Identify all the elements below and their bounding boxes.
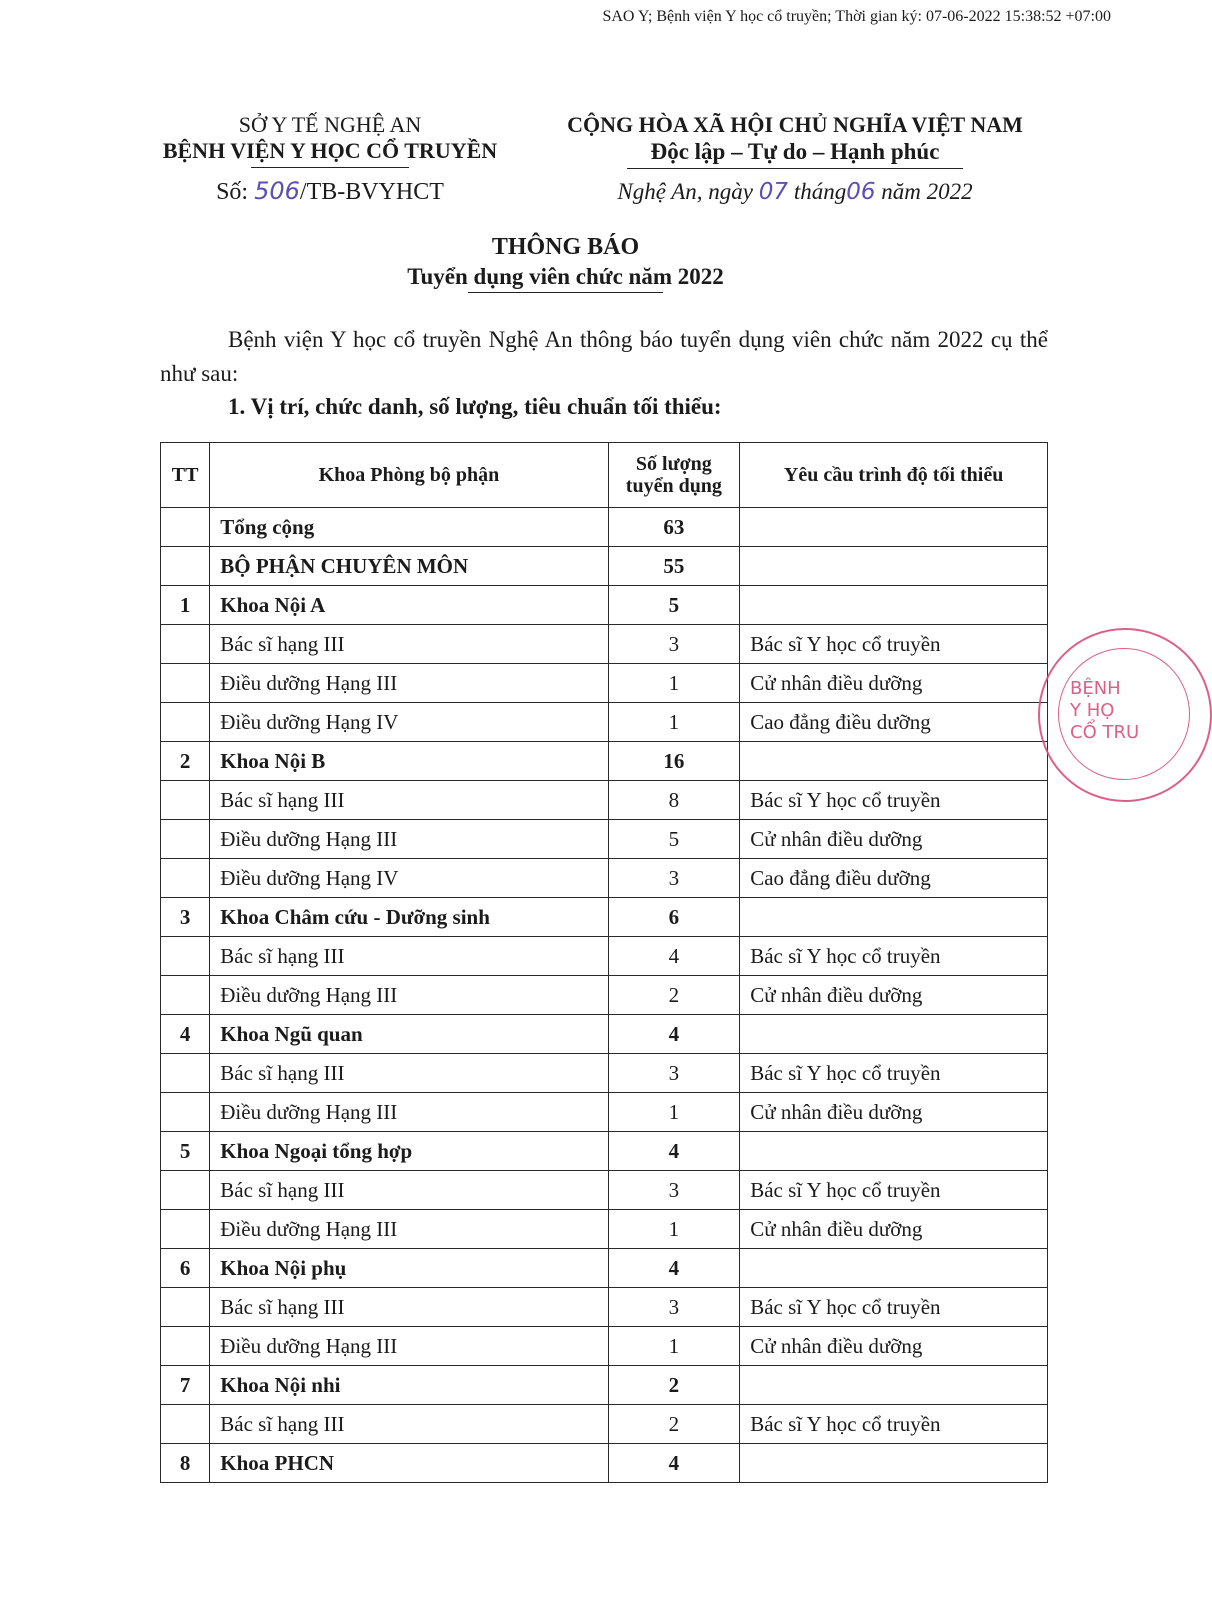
cell-department: Khoa Nội B — [210, 742, 608, 781]
cell-requirement: Bác sĩ Y học cổ truyền — [740, 937, 1048, 976]
stamp-text-line2: Y HỌ — [1070, 700, 1115, 721]
section-heading: 1. Vị trí, chức danh, số lượng, tiêu chuẩn tối thiểu: — [228, 394, 722, 419]
cell-tt — [161, 820, 210, 859]
table-row — [161, 859, 1048, 898]
issuing-authority-header — [120, 112, 540, 207]
cell-quantity: 5 — [608, 586, 740, 625]
cell-department: Điều dưỡng Hạng III — [210, 820, 608, 859]
cell-tt — [161, 508, 210, 547]
cell-tt — [161, 1054, 210, 1093]
cell-department: Khoa Châm cứu - Dưỡng sinh — [210, 898, 608, 937]
cell-quantity: 1 — [608, 1210, 740, 1249]
cell-requirement: Cử nhân điều dưỡng — [740, 1327, 1048, 1366]
digital-signature-line: SAO Y; Bệnh viện Y học cổ truyền; Thời gian ký: 07-06-2022 15:38:52 +07:00 — [602, 8, 1111, 25]
cell-tt: 6 — [161, 1249, 210, 1288]
cell-department: Điều dưỡng Hạng III — [210, 1327, 608, 1366]
cell-department: BỘ PHẬN CHUYÊN MÔN — [210, 547, 608, 586]
cell-quantity: 5 — [608, 820, 740, 859]
hospital-name-underline — [251, 167, 409, 168]
cell-tt: 1 — [161, 586, 210, 625]
cell-quantity: 2 — [608, 1366, 740, 1405]
cell-requirement — [740, 1444, 1048, 1483]
title-line-1: THÔNG BÁO — [491, 234, 640, 260]
cell-department: Khoa Ngũ quan — [210, 1015, 608, 1054]
cell-requirement — [740, 1249, 1048, 1288]
cell-requirement — [740, 1132, 1048, 1171]
cell-department: Bác sĩ hạng III — [210, 781, 608, 820]
cell-quantity: 1 — [608, 703, 740, 742]
intro-paragraph: Bệnh viện Y học cổ truyền Nghệ An thông báo tuyển dụng viên chức năm 2022 cụ thể như sau: — [160, 327, 1048, 386]
cell-department: Bác sĩ hạng III — [210, 937, 608, 976]
cell-requirement: Cao đẳng điều dưỡng — [740, 703, 1048, 742]
table-row — [161, 1210, 1048, 1249]
cell-requirement: Cử nhân điều dưỡng — [740, 664, 1048, 703]
cell-department: Bác sĩ hạng III — [210, 1288, 608, 1327]
cell-department: Khoa Ngoại tổng hợp — [210, 1132, 608, 1171]
cell-tt: 4 — [161, 1015, 210, 1054]
cell-department: Khoa Nội nhi — [210, 1366, 608, 1405]
recruitment-table — [160, 442, 1048, 1483]
cell-department: Điều dưỡng Hạng IV — [210, 703, 608, 742]
hospital-name: BỆNH VIỆN Y HỌC CỔ TRUYỀN — [162, 138, 498, 163]
cell-department: Điều dưỡng Hạng IV — [210, 859, 608, 898]
cell-department: Khoa Nội A — [210, 586, 608, 625]
stamp-text — [1070, 678, 1139, 744]
document-date — [545, 177, 1045, 207]
table-row — [161, 1249, 1048, 1288]
cell-tt — [161, 1171, 210, 1210]
cell-requirement: Cao đẳng điều dưỡng — [740, 859, 1048, 898]
cell-quantity: 4 — [608, 1444, 740, 1483]
cell-quantity: 1 — [608, 1327, 740, 1366]
cell-tt — [161, 1210, 210, 1249]
header-quantity-line1: Số lượng — [635, 453, 712, 475]
cell-tt — [161, 703, 210, 742]
header-quantity-line2: tuyển dụng — [625, 475, 722, 497]
official-seal-stamp — [1038, 628, 1212, 802]
date-day-handwritten: 07 — [758, 179, 789, 205]
cell-tt — [161, 937, 210, 976]
table-row — [161, 1444, 1048, 1483]
table-row — [161, 1366, 1048, 1405]
cell-requirement: Cử nhân điều dưỡng — [740, 1093, 1048, 1132]
cell-quantity: 16 — [608, 742, 740, 781]
cell-department: Điều dưỡng Hạng III — [210, 976, 608, 1015]
date-year: năm 2022 — [881, 179, 973, 204]
table-row — [161, 937, 1048, 976]
cell-requirement — [740, 1366, 1048, 1405]
date-month-label: tháng — [793, 179, 847, 204]
table-row — [161, 664, 1048, 703]
cell-requirement — [740, 508, 1048, 547]
cell-quantity: 8 — [608, 781, 740, 820]
cell-department: Điều dưỡng Hạng III — [210, 664, 608, 703]
header-department: Khoa Phòng bộ phận — [210, 443, 608, 508]
cell-department: Điều dưỡng Hạng III — [210, 1210, 608, 1249]
cell-requirement — [740, 898, 1048, 937]
document-title — [0, 232, 1131, 293]
cell-requirement: Cử nhân điều dưỡng — [740, 820, 1048, 859]
title-line-2: Tuyển dụng viên chức năm 2022 — [407, 264, 724, 289]
cell-requirement: Bác sĩ Y học cổ truyền — [740, 1288, 1048, 1327]
date-month-handwritten: 06 — [846, 179, 876, 205]
table-row — [161, 1405, 1048, 1444]
cell-quantity: 2 — [608, 1405, 740, 1444]
table-row — [161, 586, 1048, 625]
cell-tt: 5 — [161, 1132, 210, 1171]
table-row — [161, 547, 1048, 586]
cell-tt: 3 — [161, 898, 210, 937]
table-row — [161, 703, 1048, 742]
cell-department: Tổng cộng — [210, 508, 608, 547]
cell-quantity: 4 — [608, 937, 740, 976]
header-tt: TT — [161, 443, 210, 508]
cell-tt — [161, 1405, 210, 1444]
date-prefix: Nghệ An, ngày — [617, 179, 754, 204]
cell-quantity: 3 — [608, 625, 740, 664]
cell-quantity: 3 — [608, 859, 740, 898]
cell-quantity: 3 — [608, 1288, 740, 1327]
cell-department: Bác sĩ hạng III — [210, 625, 608, 664]
cell-requirement: Cử nhân điều dưỡng — [740, 976, 1048, 1015]
document-number-handwritten: 506 — [254, 177, 300, 205]
country-name: CỘNG HÒA XÃ HỘI CHỦ NGHĨA VIỆT NAM — [567, 112, 1023, 137]
cell-requirement — [740, 586, 1048, 625]
national-motto-underline — [627, 168, 963, 169]
document-number — [120, 176, 540, 207]
cell-quantity: 1 — [608, 664, 740, 703]
title-underline — [468, 292, 663, 293]
department-name: SỞ Y TẾ NGHỆ AN — [238, 112, 422, 137]
cell-requirement: Bác sĩ Y học cổ truyền — [740, 781, 1048, 820]
cell-requirement — [740, 1015, 1048, 1054]
cell-tt — [161, 1288, 210, 1327]
cell-tt — [161, 859, 210, 898]
cell-requirement: Bác sĩ Y học cổ truyền — [740, 1171, 1048, 1210]
cell-quantity: 55 — [608, 547, 740, 586]
cell-requirement: Bác sĩ Y học cổ truyền — [740, 1054, 1048, 1093]
table-body — [161, 508, 1048, 1483]
cell-department: Điều dưỡng Hạng III — [210, 1093, 608, 1132]
table-row — [161, 820, 1048, 859]
cell-requirement: Cử nhân điều dưỡng — [740, 1210, 1048, 1249]
cell-tt — [161, 664, 210, 703]
cell-requirement: Bác sĩ Y học cổ truyền — [740, 625, 1048, 664]
cell-quantity: 4 — [608, 1249, 740, 1288]
cell-tt — [161, 781, 210, 820]
table-row — [161, 1132, 1048, 1171]
table-row — [161, 1171, 1048, 1210]
table-row — [161, 1093, 1048, 1132]
cell-tt — [161, 1093, 210, 1132]
cell-requirement — [740, 547, 1048, 586]
table-header-row — [161, 443, 1048, 508]
national-header — [545, 112, 1045, 207]
cell-quantity: 4 — [608, 1132, 740, 1171]
national-motto: Độc lập – Tự do – Hạnh phúc — [650, 139, 940, 164]
cell-tt: 2 — [161, 742, 210, 781]
cell-department: Khoa PHCN — [210, 1444, 608, 1483]
cell-department: Bác sĩ hạng III — [210, 1054, 608, 1093]
table-row — [161, 976, 1048, 1015]
stamp-text-line1: BỆNH — [1070, 678, 1121, 699]
table-row — [161, 1288, 1048, 1327]
table-row — [161, 1327, 1048, 1366]
cell-department: Bác sĩ hạng III — [210, 1171, 608, 1210]
cell-quantity: 6 — [608, 898, 740, 937]
cell-tt: 8 — [161, 1444, 210, 1483]
cell-requirement: Bác sĩ Y học cổ truyền — [740, 1405, 1048, 1444]
cell-quantity: 4 — [608, 1015, 740, 1054]
header-requirement: Yêu cầu trình độ tối thiểu — [740, 443, 1048, 508]
cell-tt — [161, 625, 210, 664]
table-row — [161, 742, 1048, 781]
cell-quantity: 3 — [608, 1171, 740, 1210]
cell-department: Khoa Nội phụ — [210, 1249, 608, 1288]
cell-quantity: 63 — [608, 508, 740, 547]
cell-tt: 7 — [161, 1366, 210, 1405]
document-number-prefix: Số: — [216, 179, 249, 205]
cell-quantity: 2 — [608, 976, 740, 1015]
table-row — [161, 1054, 1048, 1093]
cell-quantity: 3 — [608, 1054, 740, 1093]
table-row — [161, 508, 1048, 547]
table-row — [161, 898, 1048, 937]
cell-tt — [161, 547, 210, 586]
cell-requirement — [740, 742, 1048, 781]
table-row — [161, 1015, 1048, 1054]
header-quantity — [608, 443, 740, 508]
document-number-suffix: /TB-BVYHCT — [299, 179, 444, 205]
cell-department: Bác sĩ hạng III — [210, 1405, 608, 1444]
table-row — [161, 781, 1048, 820]
cell-quantity: 1 — [608, 1093, 740, 1132]
cell-tt — [161, 1327, 210, 1366]
stamp-text-line3: CỔ TRU — [1070, 722, 1140, 743]
cell-tt — [161, 976, 210, 1015]
table-row — [161, 625, 1048, 664]
